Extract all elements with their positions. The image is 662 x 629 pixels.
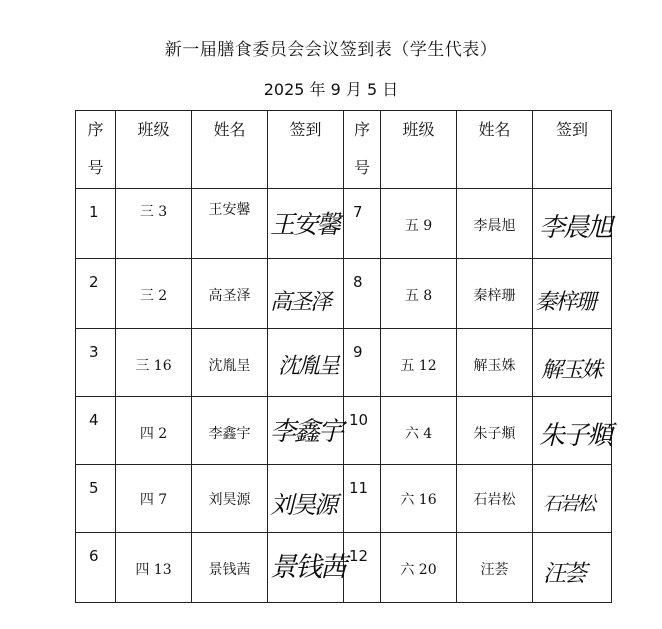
signature-cell: [533, 329, 612, 397]
class-cell: 六 16: [381, 465, 457, 533]
class-cell: 五 9: [381, 189, 457, 259]
name-cell: 沈胤呈: [192, 329, 268, 397]
name-cell: 高圣泽: [192, 259, 268, 329]
table-row: [76, 533, 612, 603]
seq-cell: 7: [344, 189, 381, 259]
header-class-right: 班级: [381, 111, 457, 189]
handwritten-signature: 沈胤呈: [278, 354, 339, 379]
signature-cell: [268, 329, 344, 397]
seq-cell: 9: [344, 329, 381, 397]
table-row: [76, 397, 612, 465]
handwritten-signature: 秦梓珊: [535, 290, 596, 315]
signature-cell: [268, 465, 344, 533]
signature-cell: [268, 533, 344, 603]
class-cell: 五 8: [381, 259, 457, 329]
signature-cell: [533, 533, 612, 603]
header-signature-left: 签到: [268, 111, 344, 189]
class-cell: 三 2: [116, 259, 192, 329]
name-cell: 石岩松: [457, 465, 533, 533]
seq-cell: 5: [76, 465, 116, 533]
table-row: [76, 329, 612, 397]
document-date: 2025 年 9 月 5 日: [263, 80, 399, 99]
signature-cell: [268, 189, 344, 259]
name-cell: 秦梓珊: [457, 259, 533, 329]
handwritten-signature: 汪荟: [543, 561, 585, 587]
header-signature-right: 签到: [533, 111, 612, 189]
seq-cell: 6: [76, 533, 116, 603]
handwritten-signature: 李晨旭: [539, 213, 612, 243]
signature-cell: [533, 189, 612, 259]
seq-cell: 4: [76, 397, 116, 465]
header-name-left: 姓名: [192, 111, 268, 189]
seq-cell: 11: [344, 465, 381, 533]
sign-in-table: [75, 110, 612, 603]
handwritten-signature: 刘昊源: [270, 491, 336, 519]
handwritten-signature: 景钱茜: [270, 552, 345, 583]
seq-cell: 12: [344, 533, 381, 603]
table-row: [76, 189, 612, 259]
class-cell: 六 20: [381, 533, 457, 603]
seq-cell: 2: [76, 259, 116, 329]
name-cell: 刘昊源: [192, 465, 268, 533]
name-cell: 王安馨: [192, 189, 268, 259]
header-class-left: 班级: [116, 111, 192, 189]
signature-cell: [268, 397, 344, 465]
signature-cell: [533, 465, 612, 533]
handwritten-signature: 解玉姝: [541, 358, 602, 383]
seq-cell: 8: [344, 259, 381, 329]
header-seq-right: 序 号: [344, 111, 381, 189]
name-cell: 李鑫宇: [192, 397, 268, 465]
class-cell: 三 3: [116, 189, 192, 259]
seq-cell: 1: [76, 189, 116, 259]
name-cell: 解玉姝: [457, 329, 533, 397]
handwritten-signature: 高圣泽: [270, 290, 331, 315]
name-cell: 汪荟: [457, 533, 533, 603]
signature-cell: [268, 259, 344, 329]
class-cell: 四 13: [116, 533, 192, 603]
header-row: [76, 111, 612, 189]
handwritten-signature: 朱子頫: [539, 421, 612, 451]
handwritten-signature: 石岩松: [543, 493, 595, 515]
class-cell: 五 12: [381, 329, 457, 397]
header-name-right: 姓名: [457, 111, 533, 189]
table-row: [76, 259, 612, 329]
header-seq-left: 序 号: [76, 111, 116, 189]
handwritten-signature: 王安馨: [270, 210, 340, 239]
name-cell: 景钱茜: [192, 533, 268, 603]
class-cell: 三 16: [116, 329, 192, 397]
class-cell: 四 2: [116, 397, 192, 465]
name-cell: 朱子頫: [457, 397, 533, 465]
name-cell: 李晨旭: [457, 189, 533, 259]
class-cell: 六 4: [381, 397, 457, 465]
table-row: [76, 465, 612, 533]
document-title: 新一届膳食委员会会议签到表（学生代表）: [164, 40, 498, 60]
seq-cell: 3: [76, 329, 116, 397]
seq-cell: 10: [344, 397, 381, 465]
handwritten-signature: 李鑫宇: [270, 417, 343, 447]
class-cell: 四 7: [116, 465, 192, 533]
signature-cell: [533, 259, 612, 329]
signature-cell: [533, 397, 612, 465]
